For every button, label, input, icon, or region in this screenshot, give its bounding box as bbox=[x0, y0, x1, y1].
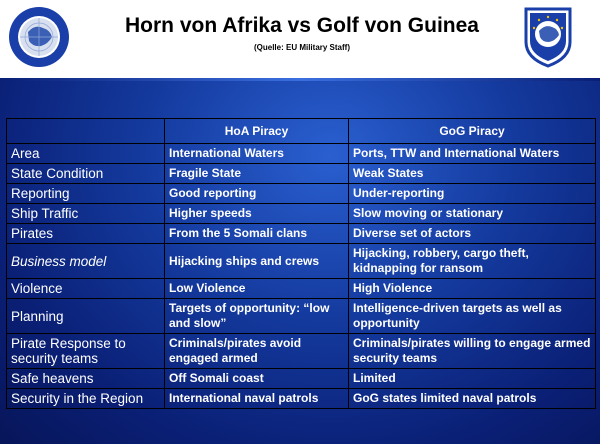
row-label: Safe heavens bbox=[7, 369, 165, 389]
row-label: State Condition bbox=[7, 164, 165, 184]
eu-military-staff-shield-logo bbox=[523, 6, 573, 68]
hoa-cell: From the 5 Somali clans bbox=[165, 224, 349, 244]
table-row bbox=[7, 224, 596, 244]
row-label: Planning bbox=[7, 299, 165, 334]
comparison-table bbox=[6, 118, 596, 409]
hoa-cell: Criminals/pirates avoid engaged armed bbox=[165, 334, 349, 369]
hoa-cell: Off Somali coast bbox=[165, 369, 349, 389]
gog-cell: Criminals/pirates willing to engage armed security teams bbox=[349, 334, 596, 369]
gog-cell: Under-reporting bbox=[349, 184, 596, 204]
hoa-cell: Hijacking ships and crews bbox=[165, 244, 349, 279]
gog-cell: Limited bbox=[349, 369, 596, 389]
header-bar bbox=[0, 0, 600, 78]
row-label: Pirates bbox=[7, 224, 165, 244]
header-divider bbox=[0, 78, 600, 81]
hoa-cell: Low Violence bbox=[165, 279, 349, 299]
row-label: Ship Traffic bbox=[7, 204, 165, 224]
hoa-cell: International naval patrols bbox=[165, 389, 349, 409]
row-label: Pirate Response to security teams bbox=[7, 334, 165, 369]
hoa-cell: Fragile State bbox=[165, 164, 349, 184]
gog-cell: Ports, TTW and International Waters bbox=[349, 144, 596, 164]
column-header-empty bbox=[7, 119, 165, 144]
eu-military-committee-logo bbox=[8, 6, 70, 68]
column-header-gog: GoG Piracy bbox=[349, 119, 596, 144]
row-label: Area bbox=[7, 144, 165, 164]
hoa-cell: Higher speeds bbox=[165, 204, 349, 224]
table-row bbox=[7, 334, 596, 369]
table-header-row bbox=[7, 119, 596, 144]
hoa-cell: International Waters bbox=[165, 144, 349, 164]
gog-cell: Weak States bbox=[349, 164, 596, 184]
table-row bbox=[7, 184, 596, 204]
source-note: (Quelle: EU Military Staff) bbox=[253, 43, 350, 52]
gog-cell: High Violence bbox=[349, 279, 596, 299]
table-row bbox=[7, 299, 596, 334]
gog-cell: Slow moving or stationary bbox=[349, 204, 596, 224]
row-label: Violence bbox=[7, 279, 165, 299]
gog-cell: Intelligence-driven targets as well as opportunity bbox=[349, 299, 596, 334]
column-header-hoa: HoA Piracy bbox=[165, 119, 349, 144]
hoa-cell: Targets of opportunity: “low and slow” bbox=[165, 299, 349, 334]
table-row bbox=[7, 144, 596, 164]
gog-cell: Diverse set of actors bbox=[349, 224, 596, 244]
page-title: Horn von Afrika vs Golf von Guinea bbox=[125, 14, 479, 37]
table-row bbox=[7, 369, 596, 389]
row-label: Business model bbox=[7, 244, 165, 279]
table-row bbox=[7, 164, 596, 184]
table-row bbox=[7, 204, 596, 224]
gog-cell: Hijacking, robbery, cargo theft, kidnapping for ransom bbox=[349, 244, 596, 279]
table-row bbox=[7, 244, 596, 279]
table-row bbox=[7, 279, 596, 299]
hoa-cell: Good reporting bbox=[165, 184, 349, 204]
row-label: Reporting bbox=[7, 184, 165, 204]
row-label: Security in the Region bbox=[7, 389, 165, 409]
gog-cell: GoG states limited naval patrols bbox=[349, 389, 596, 409]
table-row bbox=[7, 389, 596, 409]
